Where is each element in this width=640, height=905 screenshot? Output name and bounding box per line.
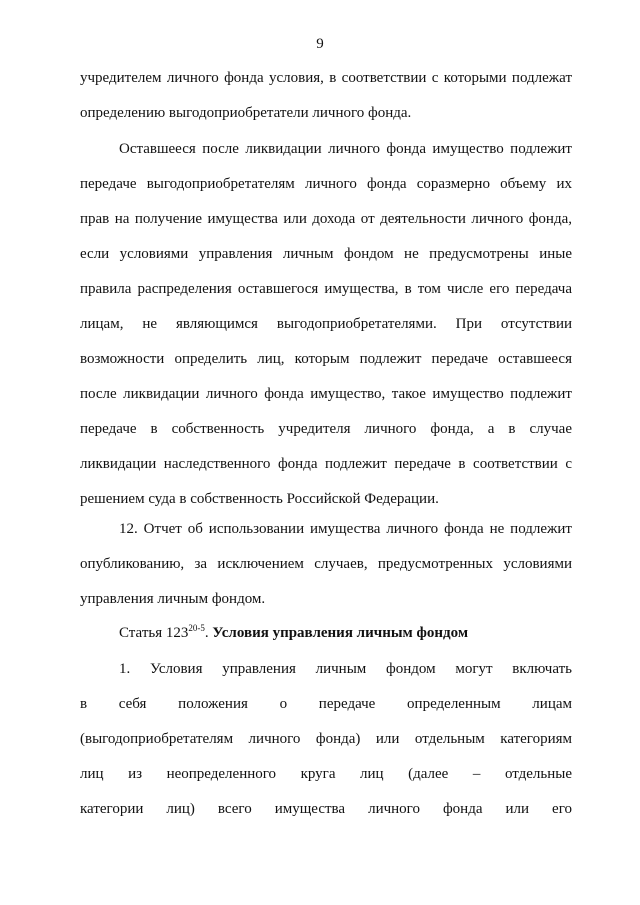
text-line: определению выгодоприобретатели личного фонда. <box>80 105 412 121</box>
text-line: лиц из неопределенного круга лиц (далее – отдельные <box>80 766 572 782</box>
article-heading <box>119 624 468 642</box>
text-line: если условиями управления личным фондом не предусмотрены иные <box>80 246 572 262</box>
text-line: учредителем личного фонда условия, в соответствии с которыми подлежат <box>80 70 572 86</box>
text-line: решением суда в собственность Российской Федерации. <box>80 491 439 507</box>
article-number: Статья 123 <box>119 625 189 641</box>
text-line: прав на получение имущества или дохода от деятельности личного фонда, <box>80 211 572 227</box>
text-line: 12. Отчет об использовании имущества личного фонда не подлежит <box>119 521 572 537</box>
text-line: передаче в собственность учредителя личного фонда, а в случае <box>80 421 572 437</box>
text-line: передаче выгодоприобретателям личного фонда соразмерно объему их <box>80 176 572 192</box>
text-line: лицам, не являющимся выгодоприобретателями. При отсутствии <box>80 316 572 332</box>
article-superscript: 20-5 <box>188 623 205 633</box>
text-line: возможности определить лиц, которым подлежит передаче оставшееся <box>80 351 572 367</box>
text-line: правила распределения оставшегося имущества, в том числе его передача <box>80 281 572 297</box>
text-line: после ликвидации личного фонда имущество, такое имущество подлежит <box>80 386 572 402</box>
article-separator: . <box>204 625 213 641</box>
text-line: категории лиц) всего имущества личного фонда или его <box>80 801 572 817</box>
text-line: ликвидации наследственного фонда подлежит передаче в соответствии с <box>80 456 572 472</box>
article-title: Условия управления личным фондом <box>212 625 469 641</box>
page-number: 9 <box>316 36 324 52</box>
text-line: (выгодоприобретателям личного фонда) или отдельным категориям <box>80 731 572 747</box>
text-line: опубликованию, за исключением случаев, предусмотренных условиями <box>80 556 572 572</box>
text-line: Оставшееся после ликвидации личного фонда имущество подлежит <box>119 141 572 157</box>
text-line: 1. Условия управления личным фондом могут включать <box>119 661 572 677</box>
text-line: в себя положения о передаче определенным лицам <box>80 696 572 712</box>
text-line: управления личным фондом. <box>80 591 266 607</box>
